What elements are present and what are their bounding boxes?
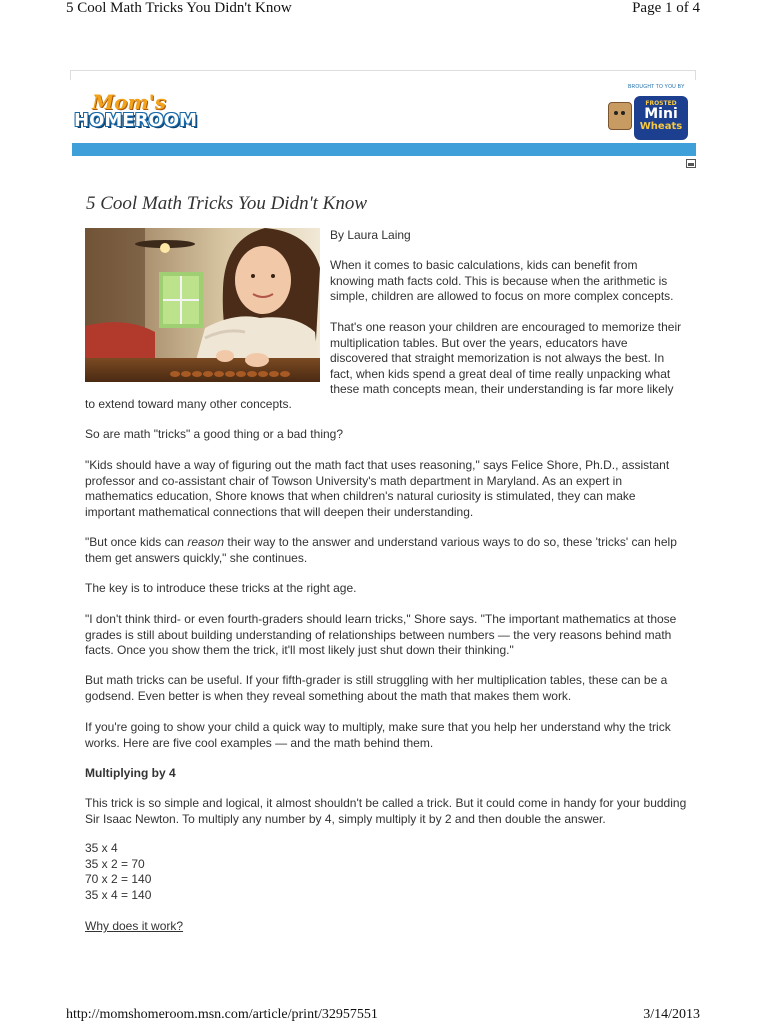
paragraph-1: When it comes to basic calculations, kids can benefit from knowing math facts cold. This is because when the arithmetic is simple, children are allowed to focus on more complex concepts. [330,258,674,303]
emphasis-reason: reason [187,535,225,549]
paragraph-7: "I don't think third- or even fourth-graders should learn tricks," Shore says. "The important mathematics at those grades is still about building understanding of relationships between numbers — the very reasons behind math facts. Once you show them the trick, it'll most likely just shut down their thinking." [85,612,677,657]
print-footer [66,1007,700,1023]
article-photo [85,228,320,382]
paragraph-8: But math tricks can be useful. If your fifth-grader is still struggling with her multiplication tables, these can be a godsend. Even better is when they reveal something about the math that makes them work. [85,673,668,703]
logo-homeroom-text: HOMEROOM [74,110,197,131]
print-icon[interactable] [686,159,696,168]
print-header-page: Page 1 of 4 [632,0,700,16]
frame-border-left [70,70,71,80]
header-bar [72,143,696,156]
print-header [66,0,700,17]
sponsor-brought-text: BROUGHT TO YOU BY [628,84,685,90]
example-line: 35 x 4 [85,841,118,855]
badge-frosted: FROSTED [645,100,677,107]
frame-border [70,70,696,71]
print-header-title: 5 Cool Math Tricks You Didn't Know [66,0,292,16]
badge-mini: Mini [644,106,678,122]
why-does-it-work-link[interactable]: Why does it work? [85,919,184,933]
sponsor-logo[interactable] [606,84,690,140]
section-heading: Multiplying by 4 [85,766,176,780]
example-line: 35 x 2 = 70 [85,856,145,871]
girl-counting-photo [85,228,320,382]
example-block [85,841,687,903]
paragraph-4: "Kids should have a way of figuring out the math fact that uses reasoning," says Felice Shore, Ph.D., assistant professor and co-assistant chair of Towson University's math department in Maryland. As an expert in mathematics education, Shore knows that when children's natural curiosity is stimulated, they can make important mathematical connections that will deepen their understanding. [85,458,670,519]
article-title: 5 Cool Math Tricks You Didn't Know [86,193,368,214]
paragraph-2: That's one reason your children are encouraged to memorize their multiplication tables. But over the years, educators have discovered that straight memorization is not always the best. In fact, when kids spend a great deal of time really unpacking what these math concepts mean, their understanding is far more likely [330,320,682,396]
paragraph-5 [85,535,687,566]
example-line: 35 x 4 = 140 [85,887,152,902]
example-line: 70 x 2 = 140 [85,872,152,886]
badge-wheats: Wheats [639,121,683,132]
paragraph-3: So are math "tricks" a good thing or a bad thing? [85,427,344,441]
paragraph-5-end: their way to the answer and understand various ways to do so, these 'tricks' can help them get answers quickly," she continues. [85,535,677,565]
section-paragraph: This trick is so simple and logical, it almost shouldn't be called a trick. But it could come in handy for your budding Sir Isaac Newton. To multiply any number by 4, simply multiply it by 2 and then double the answer. [85,796,687,826]
frame-border-right [695,70,696,80]
logo-moms-text: Mom's [92,90,167,114]
paragraph-5-start: "But once kids can [85,535,184,549]
paragraph-6: The key is to introduce these tricks at the right age. [85,581,357,595]
why-link-wrapper [85,919,687,935]
paragraph-9: If you're going to show your child a quick way to multiply, make sure that you help her understand why the trick works. Here are five cool examples — and the math behind them. [85,720,671,750]
mini-wheats-badge [634,96,688,140]
biscuit-mascot-icon [608,102,632,130]
print-footer-date: 3/14/2013 [643,1007,700,1022]
print-footer-url: http://momshomeroom.msn.com/article/print/32957551 [66,1007,378,1022]
byline: By Laura Laing [330,228,411,242]
paragraph-2-continued: to extend toward many other concepts. [85,397,292,411]
moms-homeroom-logo[interactable] [74,90,197,136]
